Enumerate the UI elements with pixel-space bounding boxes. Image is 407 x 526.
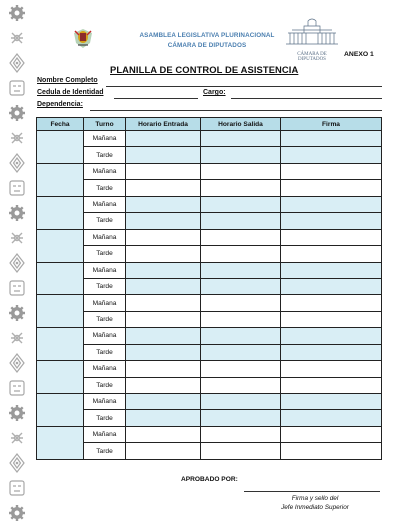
turno-cell: Mañana — [84, 426, 126, 442]
horario-salida-cell[interactable] — [201, 377, 281, 393]
table-row — [37, 147, 382, 163]
horario-salida-cell[interactable] — [201, 180, 281, 196]
horario-entrada-cell[interactable] — [126, 443, 201, 460]
mask-motif-icon — [0, 475, 34, 500]
fecha-cell[interactable] — [37, 295, 84, 328]
firma-cell[interactable] — [281, 311, 382, 327]
horario-salida-cell[interactable] — [201, 229, 281, 245]
firma-cell[interactable] — [281, 361, 382, 377]
field-cedula-line[interactable] — [114, 98, 198, 99]
institution-name — [137, 31, 277, 51]
table-row — [37, 394, 382, 410]
horario-entrada-cell[interactable] — [126, 410, 201, 426]
signature-caption-line-2: Jefe Inmediato Superior — [281, 504, 349, 511]
field-cargo-line[interactable] — [231, 98, 382, 99]
firma-cell[interactable] — [281, 229, 382, 245]
turno-cell: Mañana — [84, 163, 126, 179]
horario-entrada-cell[interactable] — [126, 394, 201, 410]
field-cargo-label: Cargo: — [203, 89, 226, 96]
table-row — [37, 229, 382, 245]
firma-cell[interactable] — [281, 246, 382, 262]
attendance-table — [36, 117, 382, 460]
horario-salida-cell[interactable] — [201, 295, 281, 311]
horario-salida-cell[interactable] — [201, 328, 281, 344]
field-nombre-label: Nombre Completo — [37, 77, 98, 84]
horario-salida-cell[interactable] — [201, 163, 281, 179]
horario-salida-cell[interactable] — [201, 246, 281, 262]
turno-cell: Tarde — [84, 311, 126, 327]
horario-entrada-cell[interactable] — [126, 295, 201, 311]
horario-salida-cell[interactable] — [201, 394, 281, 410]
fecha-cell[interactable] — [37, 229, 84, 262]
table-row — [37, 443, 382, 460]
turno-cell: Tarde — [84, 410, 126, 426]
horario-entrada-cell[interactable] — [126, 131, 201, 147]
horario-entrada-cell[interactable] — [126, 361, 201, 377]
turno-cell: Tarde — [84, 180, 126, 196]
signature-line[interactable] — [244, 491, 380, 492]
horario-salida-cell[interactable] — [201, 278, 281, 294]
horario-entrada-cell[interactable] — [126, 229, 201, 245]
firma-cell[interactable] — [281, 131, 382, 147]
mask-motif-icon — [0, 375, 34, 400]
horario-salida-cell[interactable] — [201, 131, 281, 147]
horario-salida-cell[interactable] — [201, 443, 281, 460]
firma-cell[interactable] — [281, 377, 382, 393]
table-row — [37, 328, 382, 344]
column-header-fecha: Fecha — [37, 118, 84, 131]
table-row — [37, 278, 382, 294]
coat-of-arms-logo — [72, 27, 94, 54]
turno-cell: Tarde — [84, 213, 126, 229]
turno-cell: Tarde — [84, 246, 126, 262]
mask-motif-icon — [0, 275, 34, 300]
field-dependencia-line[interactable] — [90, 110, 382, 111]
mask-motif-icon — [0, 175, 34, 200]
diamond-motif-icon — [0, 50, 34, 75]
firma-cell[interactable] — [281, 295, 382, 311]
turno-cell: Mañana — [84, 229, 126, 245]
horario-entrada-cell[interactable] — [126, 147, 201, 163]
table-row — [37, 163, 382, 179]
table-row — [37, 344, 382, 360]
field-dependencia-label: Dependencia: — [37, 101, 83, 108]
institution-line-1: ASAMBLEA LEGISLATIVA PLURINACIONAL — [139, 32, 275, 39]
annex-label: ANEXO 1 — [344, 51, 374, 58]
gear-motif-icon — [0, 500, 34, 525]
gear-motif-icon — [0, 400, 34, 425]
page-title: PLANILLA DE CONTROL DE ASISTENCIA — [110, 64, 299, 75]
column-header-turno: Turno — [84, 118, 126, 131]
firma-cell[interactable] — [281, 443, 382, 460]
turno-cell: Mañana — [84, 295, 126, 311]
table-row — [37, 131, 382, 147]
fecha-cell[interactable] — [37, 426, 84, 459]
turno-cell: Mañana — [84, 262, 126, 278]
fecha-cell[interactable] — [37, 131, 84, 164]
firma-cell[interactable] — [281, 196, 382, 212]
knot-motif-icon — [0, 25, 34, 50]
horario-salida-cell[interactable] — [201, 344, 281, 360]
column-header-horario-salida: Horario Salida — [201, 118, 281, 131]
horario-entrada-cell[interactable] — [126, 278, 201, 294]
table-row — [37, 311, 382, 327]
turno-cell: Tarde — [84, 377, 126, 393]
horario-salida-cell[interactable] — [201, 410, 281, 426]
firma-cell[interactable] — [281, 278, 382, 294]
horario-salida-cell[interactable] — [201, 361, 281, 377]
mask-motif-icon — [0, 75, 34, 100]
diamond-motif-icon — [0, 150, 34, 175]
chamber-building-logo — [284, 17, 340, 62]
firma-cell[interactable] — [281, 180, 382, 196]
turno-cell: Mañana — [84, 196, 126, 212]
table-row — [37, 196, 382, 212]
firma-cell[interactable] — [281, 344, 382, 360]
horario-entrada-cell[interactable] — [126, 163, 201, 179]
horario-salida-cell[interactable] — [201, 311, 281, 327]
fecha-cell[interactable] — [37, 262, 84, 295]
signature-caption — [260, 494, 370, 512]
horario-entrada-cell[interactable] — [126, 246, 201, 262]
horario-entrada-cell[interactable] — [126, 377, 201, 393]
fecha-cell[interactable] — [37, 361, 84, 394]
firma-cell[interactable] — [281, 394, 382, 410]
horario-entrada-cell[interactable] — [126, 180, 201, 196]
turno-cell: Mañana — [84, 394, 126, 410]
turno-cell: Tarde — [84, 443, 126, 460]
signature-caption-line-1: Firma y sello del — [291, 495, 339, 502]
knot-motif-icon — [0, 425, 34, 450]
institution-line-2: CÁMARA DE DIPUTADOS — [167, 42, 247, 49]
firma-cell[interactable] — [281, 262, 382, 278]
turno-cell: Mañana — [84, 328, 126, 344]
table-row — [37, 180, 382, 196]
firma-cell[interactable] — [281, 328, 382, 344]
table-row — [37, 410, 382, 426]
diamond-motif-icon — [0, 350, 34, 375]
knot-motif-icon — [0, 225, 34, 250]
attendance-table-body — [37, 131, 382, 460]
horario-entrada-cell[interactable] — [126, 426, 201, 442]
fecha-cell[interactable] — [37, 163, 84, 196]
horario-salida-cell[interactable] — [201, 262, 281, 278]
horario-entrada-cell[interactable] — [126, 196, 201, 212]
table-row — [37, 246, 382, 262]
diamond-motif-icon — [0, 450, 34, 475]
diamond-motif-icon — [0, 250, 34, 275]
turno-cell: Mañana — [84, 131, 126, 147]
firma-cell[interactable] — [281, 147, 382, 163]
horario-entrada-cell[interactable] — [126, 328, 201, 344]
turno-cell: Tarde — [84, 147, 126, 163]
horario-salida-cell[interactable] — [201, 147, 281, 163]
knot-motif-icon — [0, 125, 34, 150]
table-row — [37, 377, 382, 393]
horario-entrada-cell[interactable] — [126, 344, 201, 360]
firma-cell[interactable] — [281, 426, 382, 442]
table-row — [37, 295, 382, 311]
table-row — [37, 213, 382, 229]
column-header-firma: Firma — [281, 118, 382, 131]
table-row — [37, 262, 382, 278]
gear-motif-icon — [0, 300, 34, 325]
logo-caption: CÁMARA DE DIPUTADOS — [297, 52, 327, 62]
gear-motif-icon — [0, 100, 34, 125]
approved-by-label: APROBADO POR: — [181, 476, 238, 483]
table-row — [37, 426, 382, 442]
field-nombre-line[interactable] — [106, 86, 382, 87]
turno-cell: Mañana — [84, 361, 126, 377]
table-header-row — [37, 118, 382, 131]
horario-entrada-cell[interactable] — [126, 311, 201, 327]
turno-cell: Tarde — [84, 344, 126, 360]
field-cedula-label: Cedula de Identidad — [37, 89, 104, 96]
horario-salida-cell[interactable] — [201, 213, 281, 229]
firma-cell[interactable] — [281, 213, 382, 229]
firma-cell[interactable] — [281, 163, 382, 179]
horario-entrada-cell[interactable] — [126, 213, 201, 229]
horario-salida-cell[interactable] — [201, 196, 281, 212]
fecha-cell[interactable] — [37, 328, 84, 361]
turno-cell: Tarde — [84, 278, 126, 294]
fecha-cell[interactable] — [37, 394, 84, 427]
firma-cell[interactable] — [281, 410, 382, 426]
column-header-horario-entrada: Horario Entrada — [126, 118, 201, 131]
fecha-cell[interactable] — [37, 196, 84, 229]
gear-motif-icon — [0, 0, 34, 25]
knot-motif-icon — [0, 325, 34, 350]
decorative-border — [0, 0, 34, 526]
gear-motif-icon — [0, 200, 34, 225]
horario-salida-cell[interactable] — [201, 426, 281, 442]
table-row — [37, 361, 382, 377]
horario-entrada-cell[interactable] — [126, 262, 201, 278]
